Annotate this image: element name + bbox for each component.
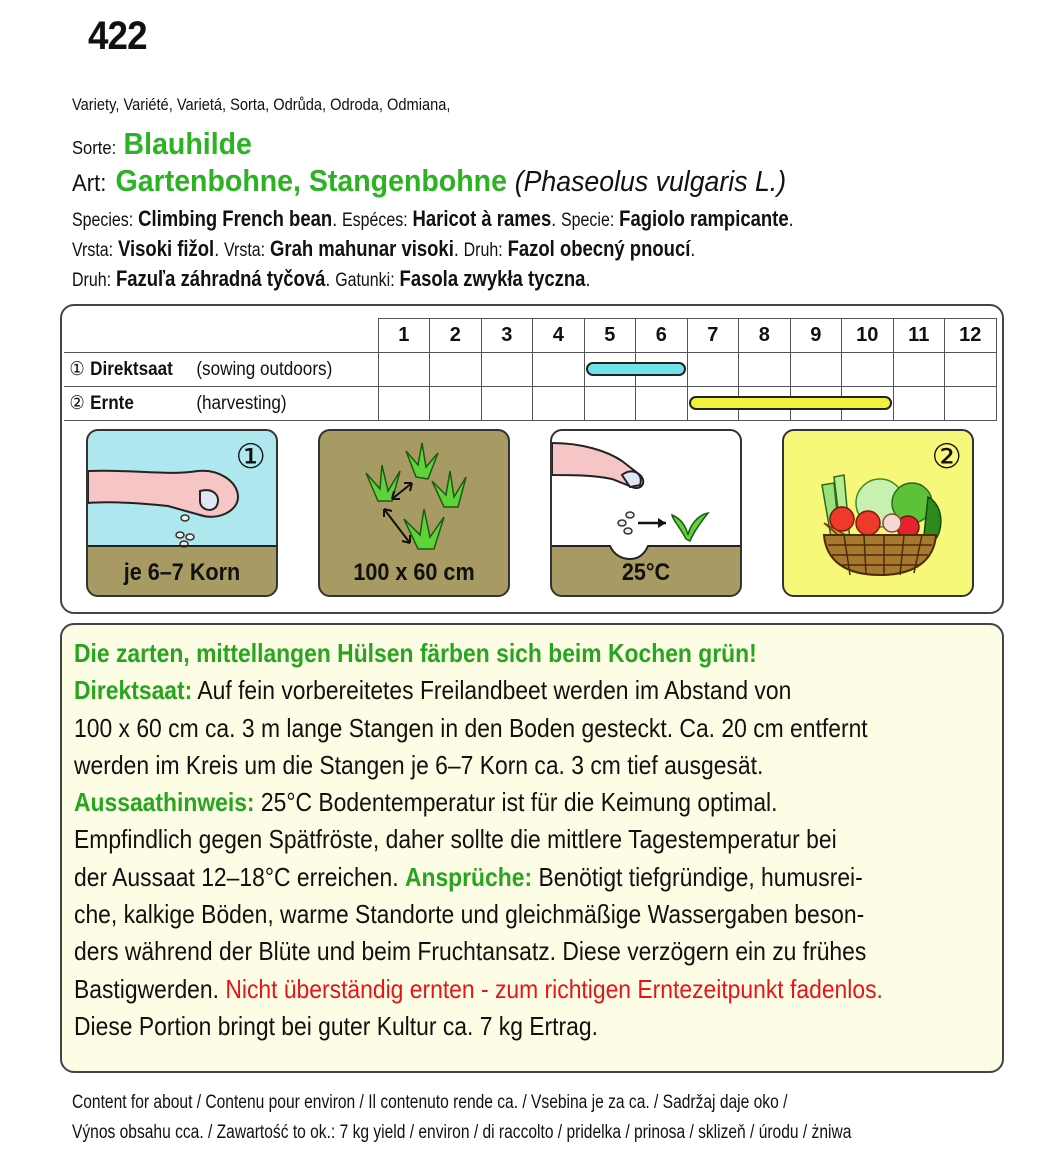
- translation-value: Fazuľa záhradná tyčová: [115, 266, 326, 291]
- variety-row: [72, 126, 252, 162]
- row-name: Ernte: [90, 392, 134, 414]
- latin-name: (Phaseolus vulgaris L.): [514, 166, 787, 198]
- translation-key: Druh:: [463, 240, 503, 261]
- row-name: Direktsaat: [90, 358, 173, 380]
- harvest-warning: Nicht überständig ernten - zum richtigen Erntezeitpunkt fadenlos.: [225, 973, 883, 1004]
- tile-caption: 100 x 60 cm: [353, 559, 475, 586]
- translation-value: Fasola zwykła tyczna: [399, 266, 586, 291]
- text-line: [74, 971, 972, 1008]
- row-number: ①: [69, 359, 85, 380]
- text-span: Bastigwerden.: [74, 973, 226, 1004]
- month-6: 6: [636, 319, 688, 353]
- month-1: 1: [378, 319, 430, 353]
- month-2: 2: [430, 319, 482, 353]
- row-number: ②: [69, 393, 85, 414]
- footer-line-2: Výnos obsahu cca. / Zawartość to ok.: 7 kg yield / environ / di raccolto / pridelka / prinosa / sklizeň / úrodu / żniwa: [72, 1122, 852, 1143]
- species-name: Gartenbohne, Stangenbohne: [115, 163, 507, 198]
- translation-key: Vrsta:: [72, 240, 114, 261]
- month-7: 7: [687, 319, 739, 353]
- text-line: [74, 672, 972, 709]
- variety-name: Blauhilde: [123, 126, 252, 161]
- sowing-period-bar: [586, 362, 686, 376]
- species-row: [72, 163, 786, 199]
- text-line: Empfindlich gegen Spätfröste, daher sollte die mittlere Tagestemperatur bei: [74, 824, 837, 855]
- month-5: 5: [584, 319, 636, 353]
- month-3: 3: [481, 319, 533, 353]
- row-note: (harvesting): [196, 392, 287, 414]
- section-label: Aussaathinweis:: [74, 787, 255, 818]
- text-line: [74, 859, 972, 896]
- step-number: ②: [931, 438, 962, 476]
- translation-key: Druh:: [72, 270, 112, 291]
- text-span: Auf fein vorbereitetes Freilandbeet werden im Abstand von: [192, 675, 792, 706]
- translation-value: Fagiolo rampicante: [619, 206, 789, 231]
- translation-key: Gatunki:: [335, 270, 395, 291]
- translation-value: Fazol obecný pnoucí: [507, 236, 691, 261]
- translation-key: Specie:: [561, 210, 615, 231]
- translation-value: Visoki fižol: [118, 236, 215, 261]
- calendar-corner: [64, 319, 378, 353]
- text-line: Diese Portion bringt bei guter Kultur ca. 7 kg Ertrag.: [74, 1010, 598, 1041]
- text-span: Benötigt tiefgründige, humusrei-: [532, 861, 863, 892]
- product-code: 422: [88, 14, 147, 58]
- species-label: Art:: [72, 170, 107, 197]
- text-span: 25°C Bodentemperatur ist für die Keimung optimal.: [254, 787, 778, 818]
- variety-label: Sorte:: [72, 138, 117, 158]
- month-8: 8: [739, 319, 791, 353]
- text-line: [74, 784, 972, 821]
- month-9: 9: [790, 319, 842, 353]
- translation-key: Vrsta:: [224, 240, 266, 261]
- section-label: Ansprüche:: [404, 861, 533, 892]
- month-11: 11: [893, 319, 945, 353]
- month-10: 10: [842, 319, 894, 353]
- month-12: 12: [945, 319, 997, 353]
- translation-value: Grah mahunar visoki: [270, 236, 454, 261]
- calendar-row-sowing: [64, 353, 996, 387]
- text-line: ders während der Blüte und beim Fruchtansatz. Diese verzögern ein zu frühes: [74, 936, 867, 967]
- translation-value: Climbing French bean: [138, 206, 333, 231]
- instructions-text: [74, 635, 972, 1045]
- translation-value: Haricot à rames: [412, 206, 552, 231]
- text-line: werden im Kreis um die Stangen je 6–7 Korn ca. 3 cm tief ausgesät.: [74, 749, 764, 780]
- tile-harvest: [782, 429, 974, 597]
- species-translations-line-2: Vrsta: Visoki fižol. Vrsta: Grah mahunar visoki. Druh: Fazol obecný pnoucí.: [72, 236, 696, 261]
- row-note: (sowing outdoors): [196, 358, 333, 380]
- tile-caption: je 6–7 Korn: [123, 559, 241, 586]
- variety-languages-line: Variety, Variété, Varietá, Sorta, Odrůda, Odroda, Odmiana,: [72, 95, 451, 114]
- headline: Die zarten, mittellangen Hülsen färben sich beim Kochen grün!: [74, 638, 757, 668]
- text-span: der Aussaat 12–18°C erreichen.: [74, 861, 405, 892]
- instructions-panel: [60, 623, 1004, 1073]
- text-line: 100 x 60 cm ca. 3 m lange Stangen in den Boden gesteckt. Ca. 20 cm entfernt: [74, 712, 868, 743]
- tile-spacing: [318, 429, 510, 597]
- tile-caption: 25°C: [621, 559, 671, 586]
- species-translations-line-1: Species: Climbing French bean. Espéces: Haricot à rames. Specie: Fagiolo rampicante.: [72, 206, 794, 231]
- translation-key: Espéces:: [341, 210, 408, 231]
- species-translations-line-3: Druh: Fazuľa záhradná tyčová. Gatunki: Fasola zwykła tyczna.: [72, 266, 591, 291]
- month-4: 4: [533, 319, 585, 353]
- tile-sowing: [86, 429, 278, 597]
- translation-key: Species:: [72, 210, 134, 231]
- text-line: che, kalkige Böden, warme Standorte und gleichmäßige Wassergaben beson-: [74, 899, 865, 930]
- footer-line-1: Content for about / Contenu pour environ / Il contenuto rende ca. / Vsebina je za ca. / Sadržaj daje oko /: [72, 1092, 788, 1113]
- harvest-period-bar: [689, 396, 892, 410]
- section-label: Direktsaat:: [74, 675, 193, 706]
- tile-temperature: [550, 429, 742, 597]
- step-number: ①: [235, 438, 266, 476]
